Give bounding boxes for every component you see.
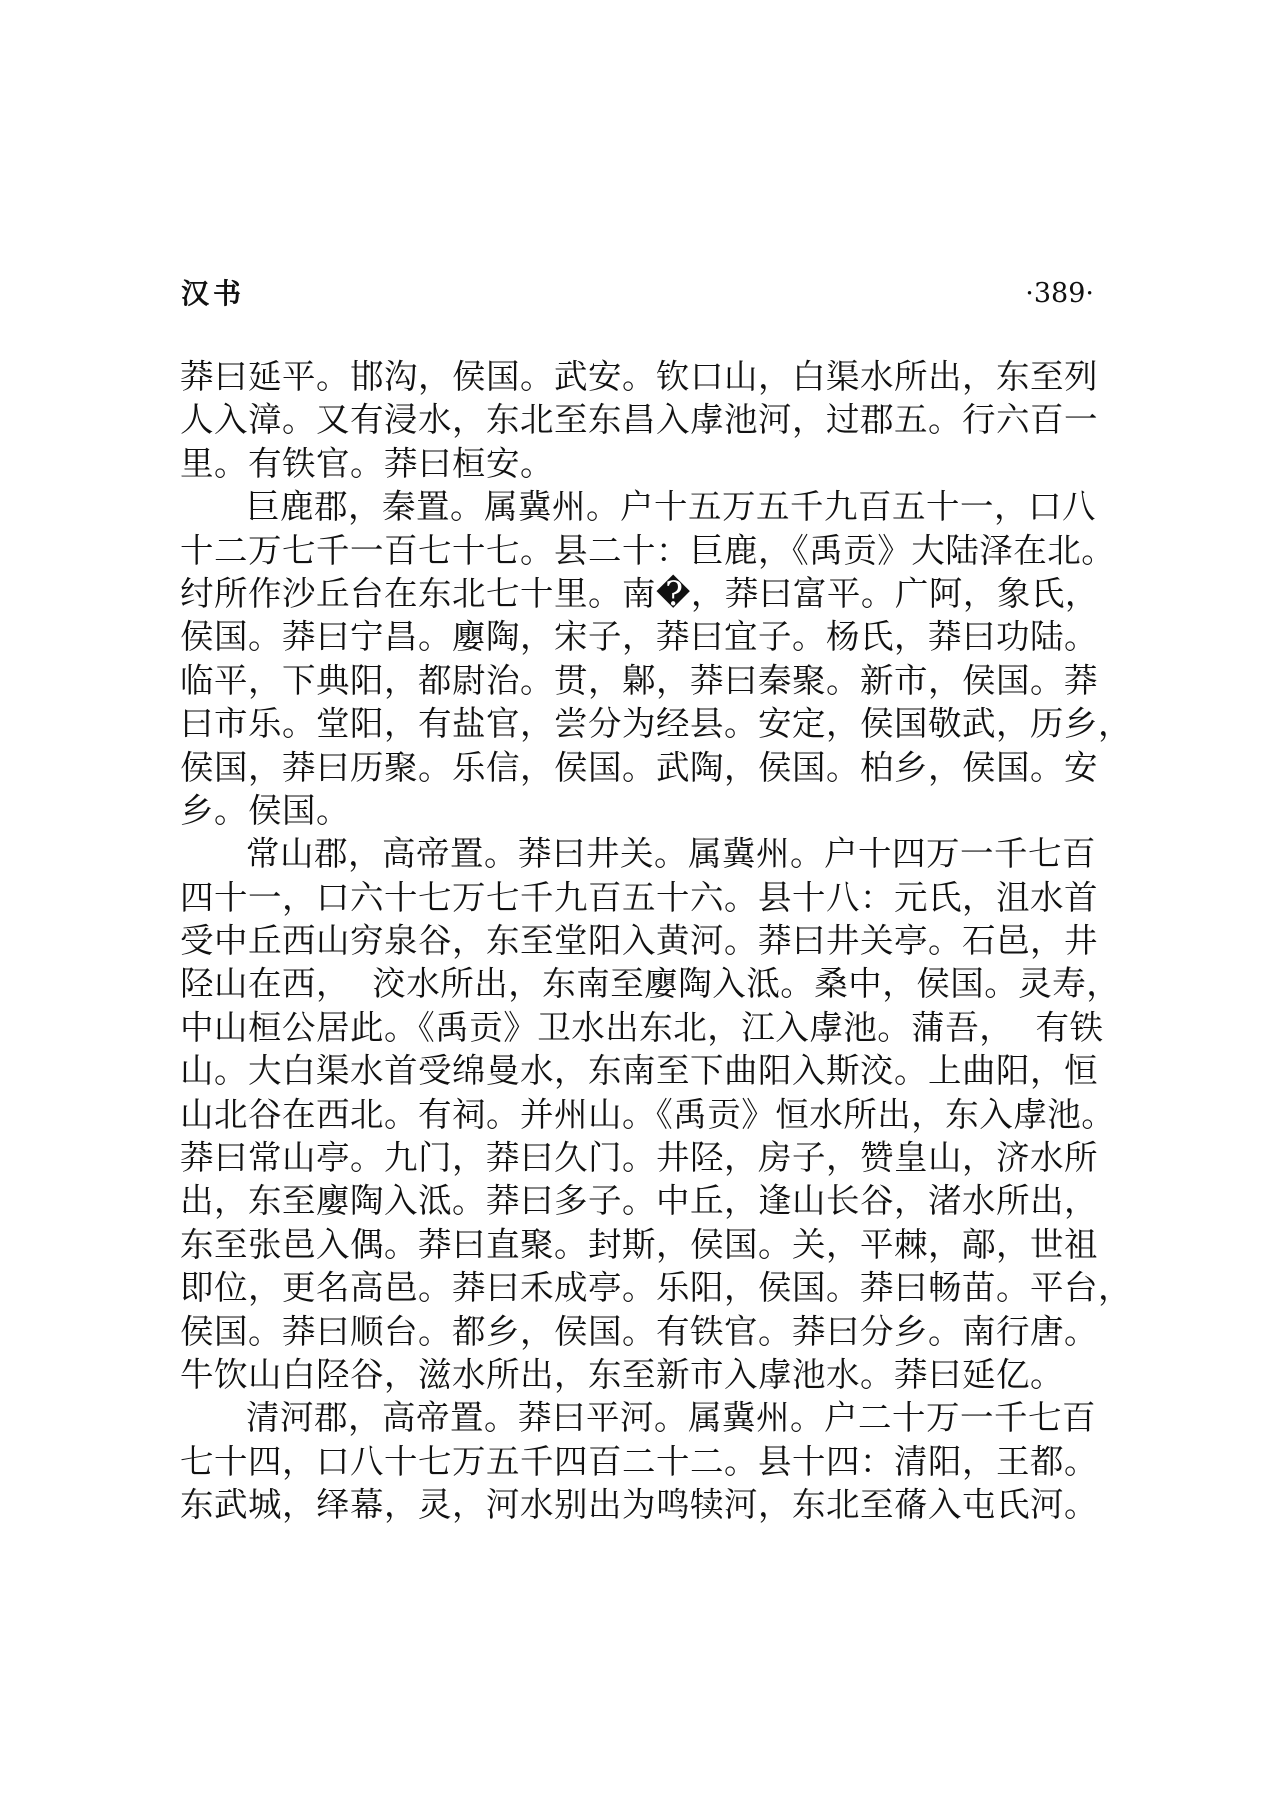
text-line: 十二万七千一百七十七。县二十：巨鹿，《禹贡》大陆泽在北。 <box>180 530 1116 570</box>
text-line: 牛饮山白陉谷，滋水所出，东至新市入虖池水。莽曰延亿。 <box>180 1354 1064 1394</box>
text-line: 人入漳。又有浸水，东北至东昌入虖池河，过郡五。行六百一 <box>180 400 1098 440</box>
text-line: 里。有铁官。莽曰桓安。 <box>180 443 554 483</box>
paragraph-start-line: 清河郡，高帝置。莽曰平河。属冀州。户二十万一千七百 <box>246 1398 1096 1438</box>
text-line: 七十四，口八十七万五千四百二十二。县十四：清阳，王都。 <box>180 1441 1098 1481</box>
text-line: 曰市乐。堂阳，有盐官，尝分为经县。安定，侯国敬武，历乡， <box>180 704 1132 744</box>
text-line: 受中丘西山穷泉谷，东至堂阳入黄河。莽曰井关亭。石邑，井 <box>180 921 1098 961</box>
body-text <box>180 355 1132 1527</box>
text-line: 莽曰延平。邯沟，侯国。武安。钦口山，白渠水所出，东至列 <box>180 357 1098 396</box>
text-line: 侯国。莽曰顺台。都乡，侯国。有铁官。莽曰分乡。南行唐。 <box>180 1311 1098 1351</box>
text-line: 山北谷在西北。有祠。并州山。《禹贡》恒水所出，东入虖池。 <box>180 1094 1116 1134</box>
text-line: 山。大白渠水首受绵曼水，东南至下曲阳入斯洨。上曲阳，恒 <box>180 1051 1098 1091</box>
text-line: 侯国。莽曰宁昌。廮陶，宋子，莽曰宜子。杨氏，莽曰功陆。 <box>180 617 1098 657</box>
text-line: 东武城，绎幕，灵，河水别出为鸣犊河，东北至蓨入屯氏河。 <box>180 1485 1098 1525</box>
text-line: 东至张邑入偶。莽曰直聚。封斯，侯国。关，平棘，鄗，世祖 <box>180 1224 1098 1264</box>
paragraph-start-line: 巨鹿郡，秦置。属冀州。户十五万五千九百五十一，口八 <box>246 487 1096 527</box>
text-line: 即位，更名高邑。莽曰禾成亭。乐阳，侯国。莽曰畅苗。平台， <box>180 1268 1132 1308</box>
text-line: 乡。侯国。 <box>180 790 350 830</box>
text-line: 莽曰常山亭。九门，莽曰久门。井陉，房子，赞皇山，济水所 <box>180 1138 1098 1178</box>
text-line: 陉山在西， 洨水所出，东南至廮陶入泜。桑中，侯国。灵寿， <box>180 964 1121 1004</box>
running-header <box>181 272 1094 316</box>
text-line: 中山桓公居此。《禹贡》卫水出东北，江入虖池。蒲吾， 有铁 <box>180 1007 1104 1047</box>
book-title: 汉书 <box>181 277 246 310</box>
text-line: 出，东至廮陶入泜。莽曰多子。中丘，逢山长谷，渚水所出， <box>180 1181 1098 1221</box>
page-number: ·389· <box>1025 278 1094 309</box>
text-line: 侯国，莽曰历聚。乐信，侯国。武陶，侯国。柏乡，侯国。安 <box>180 747 1098 787</box>
text-line: 四十一，口六十七万七千九百五十六。县十八：元氏，沮水首 <box>180 877 1098 917</box>
text-line: 临平，下典阳，都尉治。贯，鄡，莽曰秦聚。新市，侯国。莽 <box>180 660 1098 700</box>
text-line: 纣所作沙丘台在东北七十里。南�，莽曰富平。广阿，象氏， <box>180 573 1099 613</box>
paragraph-start-line: 常山郡，高帝置。莽曰井关。属冀州。户十四万一千七百 <box>246 834 1096 874</box>
